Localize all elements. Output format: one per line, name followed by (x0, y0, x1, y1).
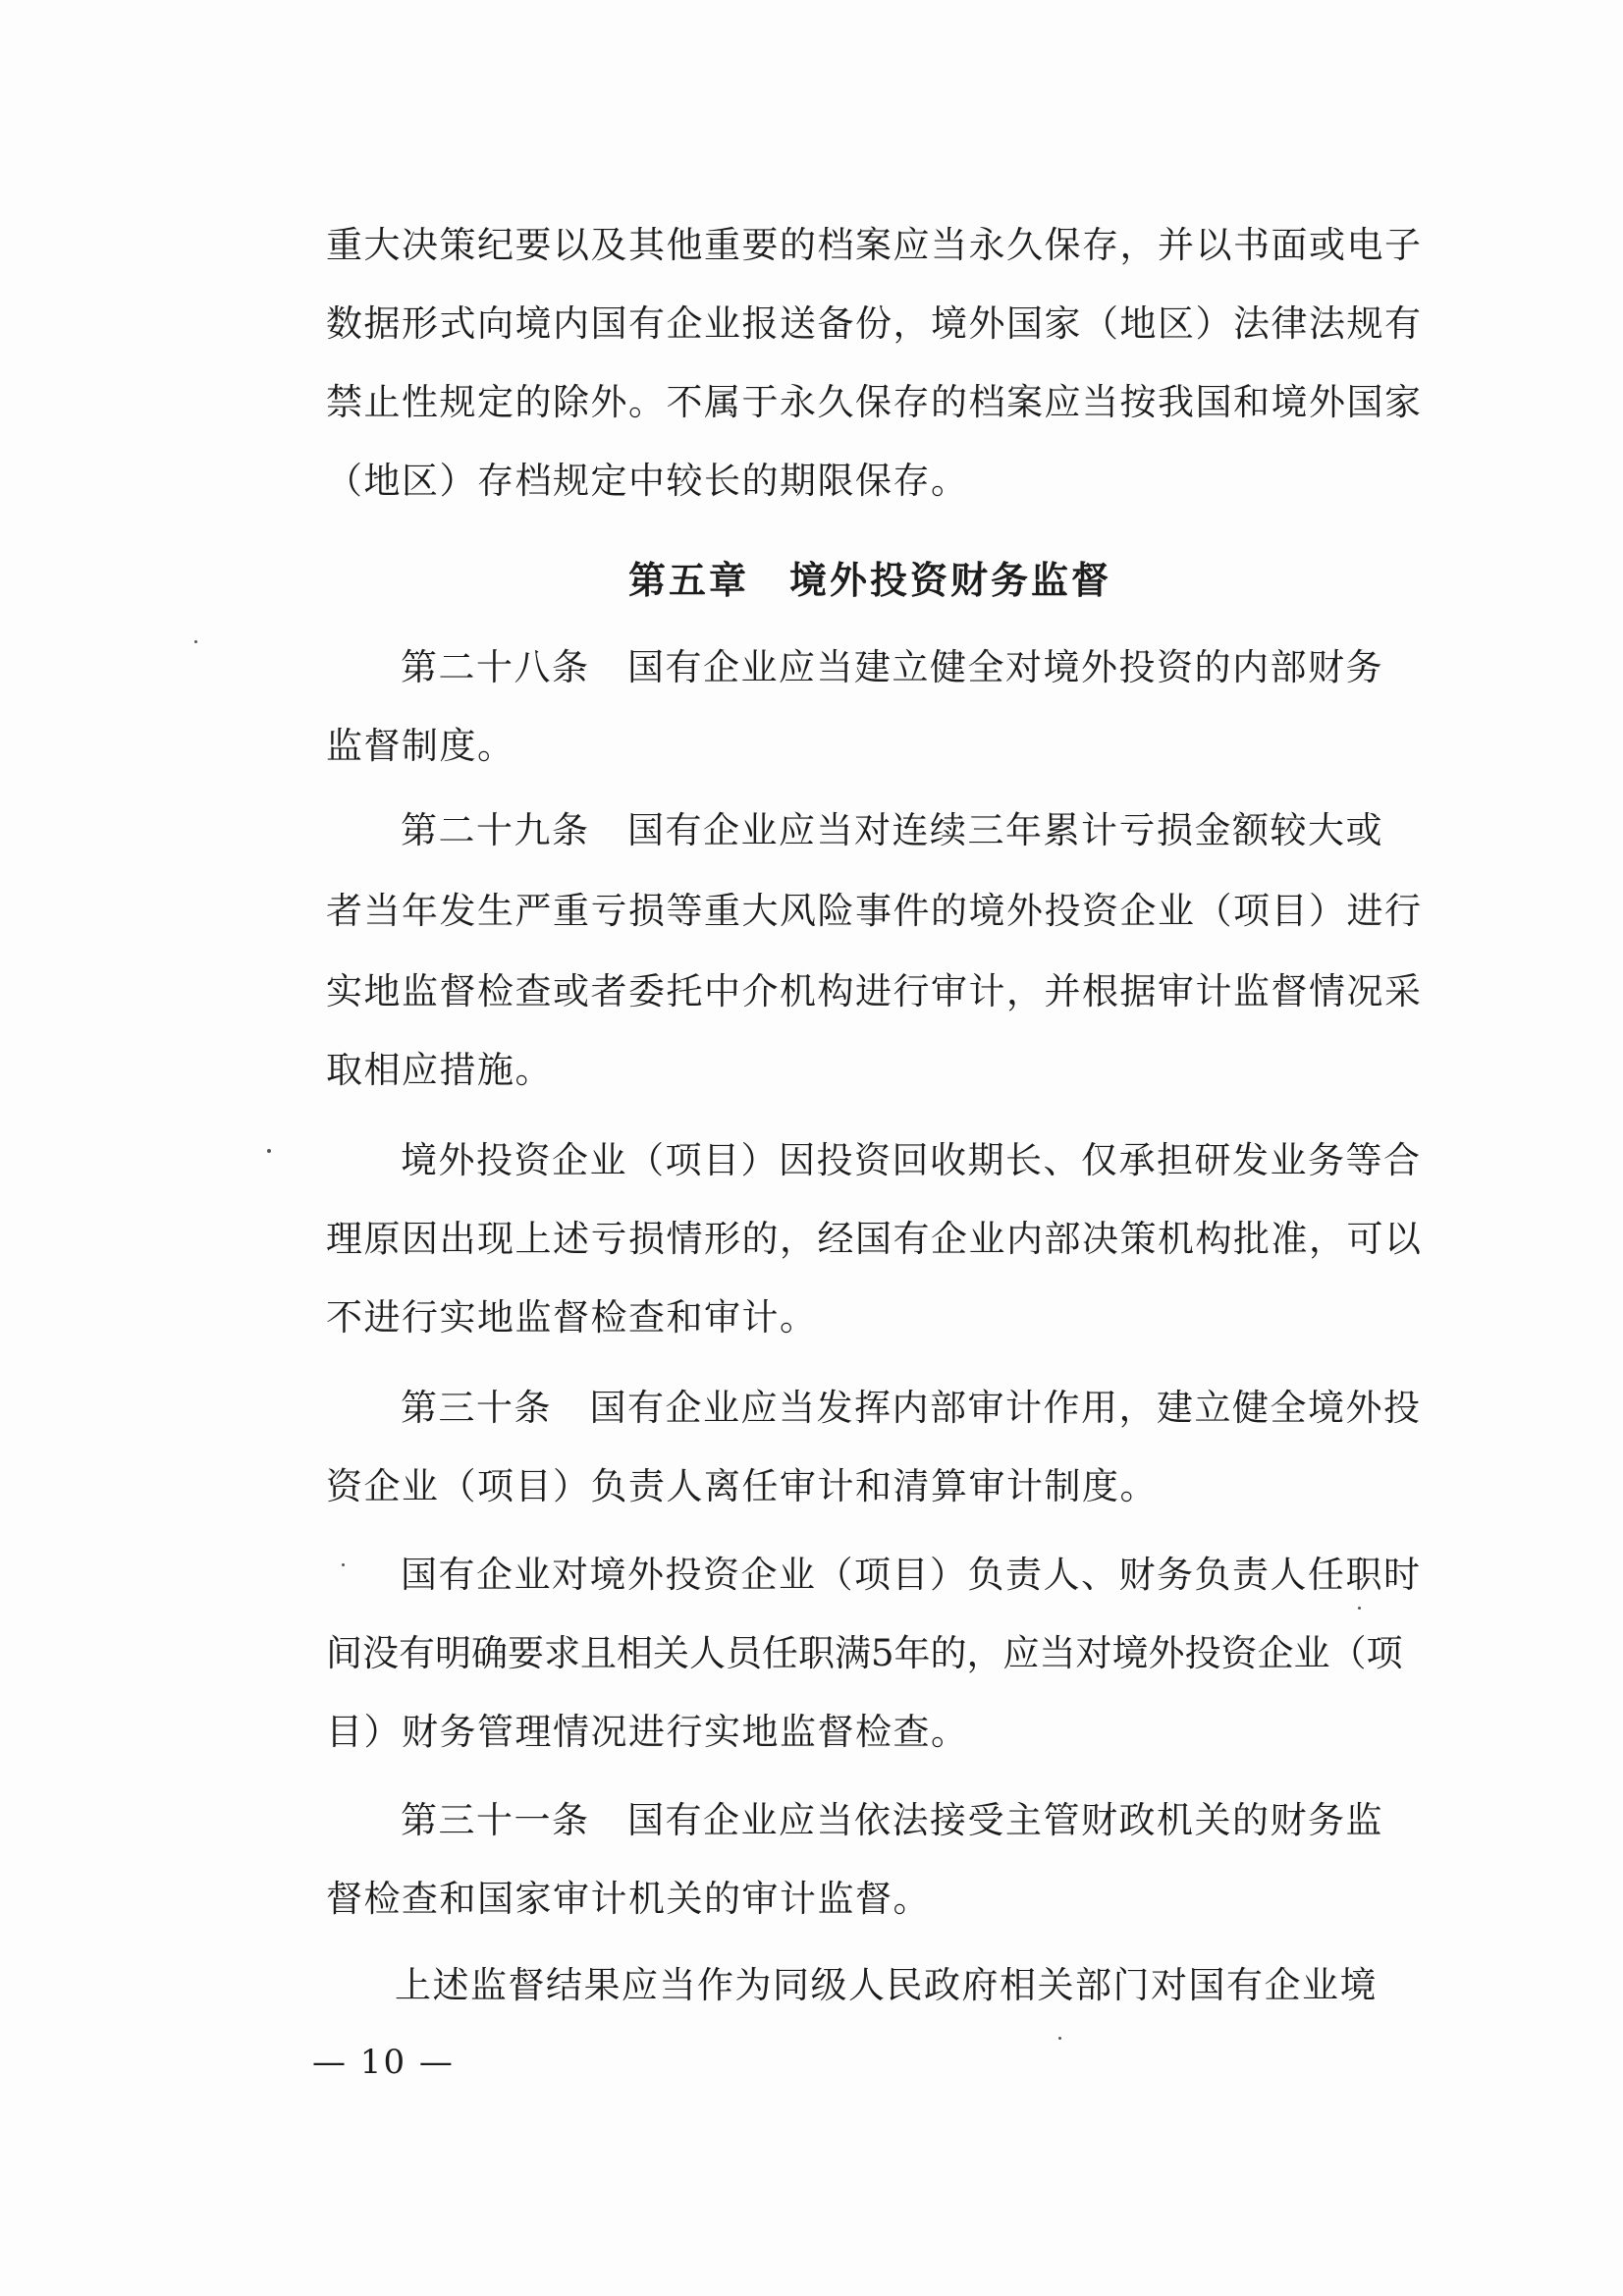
text-line: 目）财务管理情况进行实地监督检查。 (326, 1711, 969, 1753)
text-line: 重大决策纪要以及其他重要的档案应当永久保存，并以书面或电子 (326, 224, 1423, 266)
text-line: 第二十九条 国有企业应当对连续三年累计亏损金额较大或 (401, 809, 1383, 851)
scan-speck (1058, 2037, 1061, 2040)
text-line: 禁止性规定的除外。不属于永久保存的档案应当按我国和境外国家 (326, 381, 1423, 423)
page-number: — 10 — (312, 2043, 455, 2082)
text-line: 监督制度。 (326, 725, 515, 767)
text-line: 者当年发生严重亏损等重大风险事件的境外投资企业（项目）进行 (326, 890, 1423, 932)
text-line: 上述监督结果应当作为同级人民政府相关部门对国有企业境 (395, 1964, 1378, 2006)
text-line: 不进行实地监督检查和审计。 (326, 1296, 818, 1339)
text-line: 国有企业对境外投资企业（项目）负责人、财务负责人任职时 (401, 1554, 1422, 1596)
text-line: 境外投资企业（项目）因投资回收期长、仅承担研发业务等合 (401, 1139, 1422, 1181)
text-line: 实地监督检查或者委托中介机构进行审计，并根据审计监督情况采 (326, 970, 1423, 1012)
text-line: 资企业（项目）负责人离任审计和清算审计制度。 (326, 1465, 1158, 1507)
scan-speck (342, 1563, 345, 1566)
scan-speck (267, 1149, 271, 1153)
scan-speck (1358, 1607, 1361, 1610)
scan-speck (194, 640, 197, 643)
text-line: （地区）存档规定中较长的期限保存。 (326, 460, 969, 502)
text-line: 理原因出现上述亏损情形的，经国有企业内部决策机构批准，可以 (326, 1218, 1423, 1260)
text-line: 第三十条 国有企业应当发挥内部审计作用，建立健全境外投 (401, 1387, 1422, 1429)
chapter-heading: 第五章 境外投资财务监督 (628, 558, 1112, 602)
text-line: 数据形式向境内国有企业报送备份，境外国家（地区）法律法规有 (326, 302, 1423, 345)
text-line: 第三十一条 国有企业应当依法接受主管财政机关的财务监 (401, 1799, 1383, 1841)
text-line: 间没有明确要求且相关人员任职满5年的，应当对境外投资企业（项 (326, 1632, 1403, 1674)
text-line: 第二十八条 国有企业应当建立健全对境外投资的内部财务 (401, 646, 1383, 688)
text-line: 取相应措施。 (326, 1049, 553, 1091)
text-line: 督检查和国家审计机关的审计监督。 (326, 1878, 931, 1920)
